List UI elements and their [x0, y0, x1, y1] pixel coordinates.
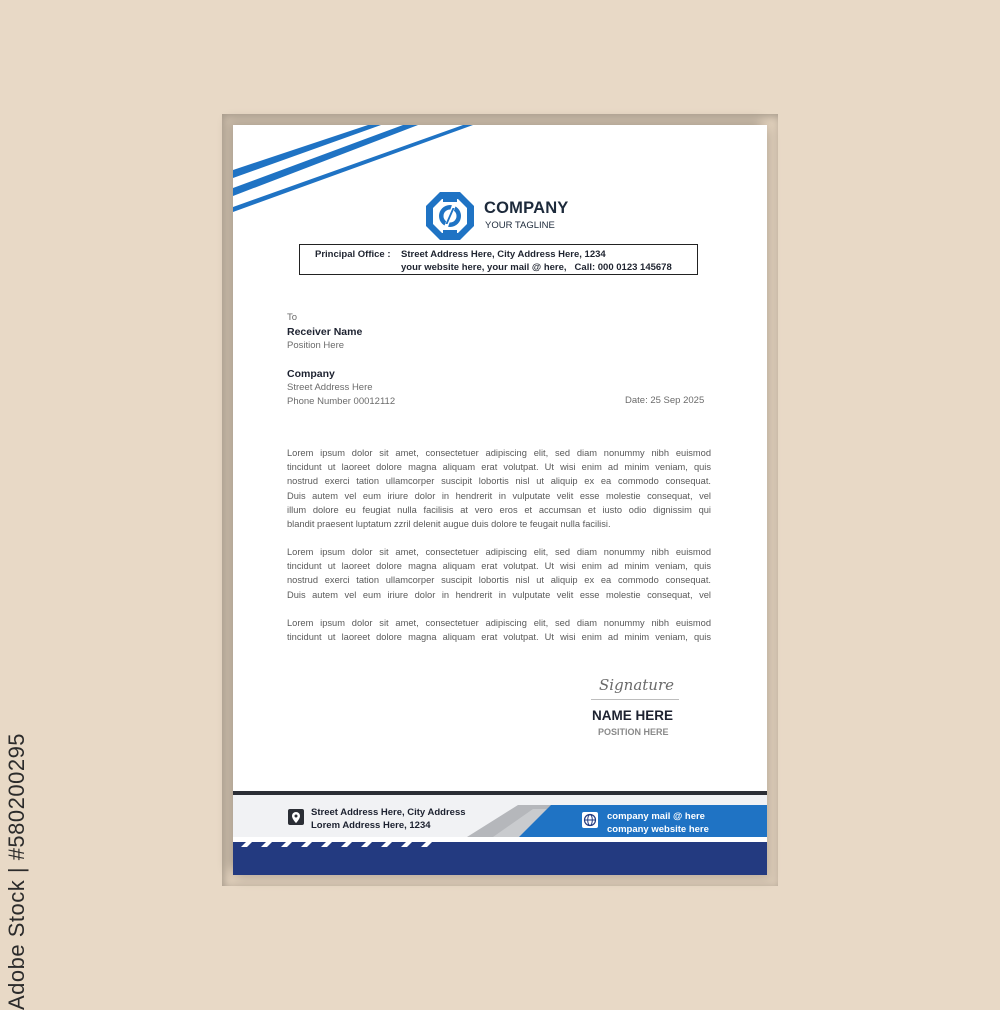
paragraph-line: nostrud exerci tation ullamcorper suscipit lobortis nisl ut aliquip ex ea commodo consequat. — [287, 476, 711, 487]
to-label: To — [287, 312, 298, 323]
recipient-company: Company — [287, 368, 335, 380]
paragraph-line: tincidunt ut laoreet dolore magna aliquam erat volutpat. Ut wisi enim ad minim veniam, quis — [287, 561, 711, 572]
footer-website: company website here — [607, 823, 709, 835]
paragraph-line: nostrud exerci tation ullamcorper suscipit lobortis nisl ut aliquip ex ea commodo consequat. — [287, 575, 711, 586]
office-label: Principal Office : — [315, 249, 391, 260]
recipient-phone: Phone Number 00012112 — [287, 396, 396, 407]
location-pin-icon — [288, 809, 304, 825]
globe-icon — [582, 812, 598, 828]
recipient-street: Street Address Here — [287, 382, 373, 393]
body-paragraph-2 — [287, 545, 711, 602]
receiver-name: Receiver Name — [287, 326, 363, 338]
footer-address — [311, 807, 466, 832]
paragraph-line: illum dolore eu feugiat nulla facilisis at vero eros et accumsan et iusto odio dignissim qui — [287, 504, 711, 515]
paragraph-line: blandit praesent luptatum zzril delenit augue duis dolore te feugait nulla facilisi. — [287, 519, 611, 530]
signature-line — [591, 699, 679, 700]
letterhead-page — [233, 125, 767, 875]
paragraph-line: Lorem ipsum dolor sit amet, consectetuer adipiscing elit, sed diam nonummy nibh euismod — [287, 448, 711, 458]
paragraph-line: Lorem ipsum dolor sit amet, consectetuer adipiscing elit, sed diam nonummy nibh euismod — [287, 618, 711, 628]
office-contact-line — [401, 262, 672, 273]
office-contact: your website here, your mail @ here, — [401, 262, 567, 273]
octagon-logo-icon — [425, 191, 475, 246]
body-paragraph-1 — [287, 446, 711, 531]
letter-date: Date: 25 Sep 2025 — [625, 395, 705, 406]
recipient-block — [287, 311, 362, 353]
footer-mail: company mail @ here — [607, 811, 705, 822]
paragraph-line: Duis autem vel eum iriure dolor in hendrerit in vulputate velit esse molestie consequat, vel — [287, 490, 711, 501]
signer-position: POSITION HERE — [598, 727, 669, 737]
office-address: Street Address Here, City Address Here, 1234 — [401, 249, 606, 260]
signer-name: NAME HERE — [592, 708, 674, 723]
company-name: COMPANY — [484, 199, 569, 217]
paragraph-line: tincidunt ut laoreet dolore magna aliquam erat volutpat. Ut wisi enim ad minim veniam, quis — [287, 462, 711, 473]
paragraph-line: tincidunt ut laoreet dolore magna aliquam erat volutpat. Ut wisi enim ad minim veniam, quis — [287, 632, 711, 643]
footer-address-line1: Street Address Here, City Address — [311, 807, 466, 818]
footer-address-line2: Lorem Address Here, 1234 — [311, 819, 431, 831]
company-tagline: YOUR TAGLINE — [485, 220, 555, 231]
stock-id-label: Adobe Stock | #580200295 — [4, 732, 29, 1010]
principal-office-box — [299, 244, 698, 275]
signature-script: Signature — [599, 676, 675, 694]
paragraph-line: Lorem ipsum dolor sit amet, consectetuer adipiscing elit, sed diam nonummy nibh euismod — [287, 547, 711, 557]
footer-contact — [607, 811, 709, 836]
office-phone: Call: 000 0123 145678 — [574, 262, 672, 273]
receiver-position: Position Here — [287, 340, 345, 351]
body-paragraph-3 — [287, 616, 711, 644]
paragraph-line: Duis autem vel eum iriure dolor in hendrerit in vulputate velit esse molestie consequat, vel — [287, 589, 711, 600]
recipient-company-block — [287, 367, 395, 409]
